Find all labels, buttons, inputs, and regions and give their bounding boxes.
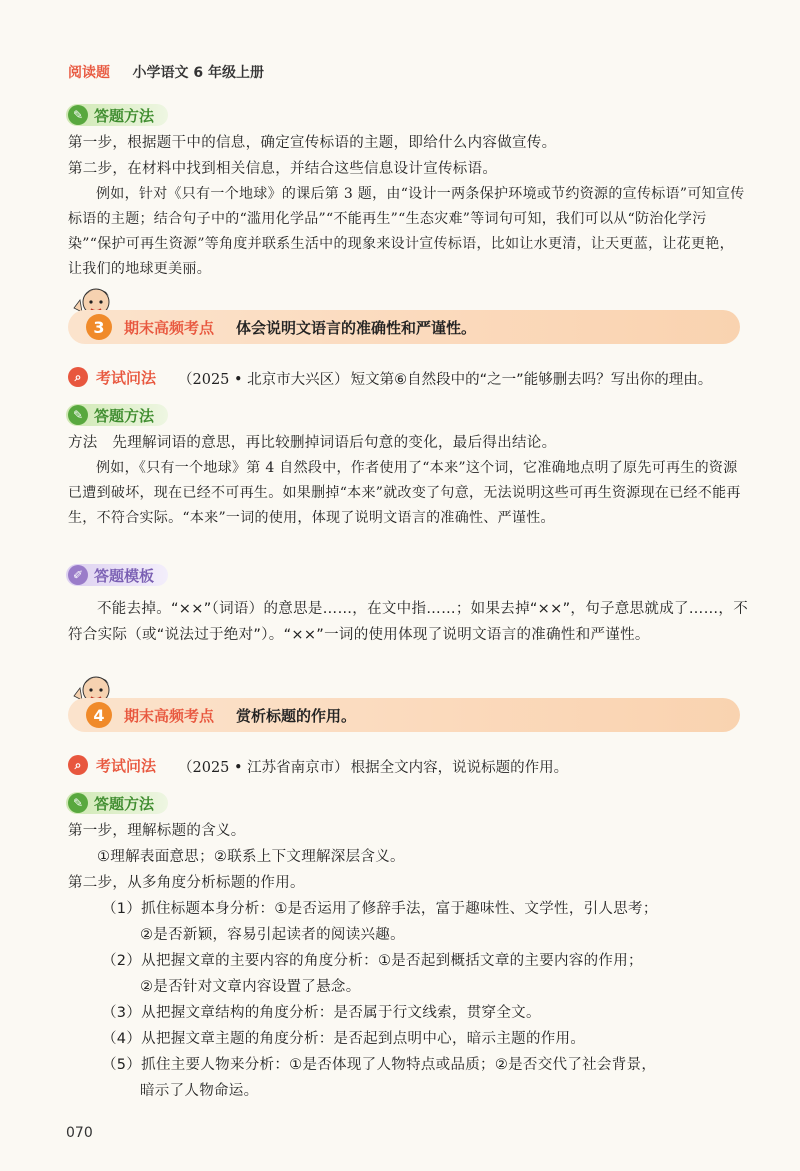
key-point-number: 3	[86, 314, 112, 340]
template-label: ✐ 答题模板	[66, 564, 168, 586]
template-text: 不能去掉。“××”（词语）的意思是……，在文中指……；如果去掉“××”，句子意思就成了……，不符合实际（或“说法过于绝对”）。“××”一词的使用体现了说明文语言的准确性和严谨性。	[68, 601, 748, 643]
magnifier-icon: ⌕	[68, 755, 88, 775]
step-line: 第二步，在材料中找到相关信息，并结合这些信息设计宣传标语。	[68, 161, 498, 177]
key-point-label: 期末高频考点	[124, 707, 215, 725]
question-text: 短文第⑥自然段中的“之一”能够删去吗？写出你的理由。	[350, 372, 713, 388]
list-item: （5）抓住主要人物来分析：①是否体现了人物特点或品质；②是否交代了社会背景， 暗示了人物命运。	[102, 1057, 657, 1099]
header-book-title: 小学语文 6 年级上册	[132, 65, 264, 81]
list-item: （4）从把握文章主题的角度分析：是否起到点明中心，暗示主题的作用。	[102, 1031, 586, 1047]
list-item: （3）从把握文章结构的角度分析：是否属于行文线索，贯穿全文。	[102, 1005, 541, 1021]
key-point-label: 期末高频考点	[124, 319, 215, 337]
step-line: 第二步，从多角度分析标题的作用。	[68, 875, 305, 891]
method-text: 方法 先理解词语的意思，再比较删掉词语后句意的变化，最后得出结论。	[68, 435, 557, 451]
example-paragraph: 例如，《只有一个地球》第 4 自然段中，作者使用了“本来”这个词，它准确地点明了原先可再生的资源已遭到破坏，现在已经不可再生。如果删掉“本来”就改变了句意，无法说明这些可再生资源现在已经不能再生，不符合实际。“本来”一词的使用，体现了说明文语言的准确性、严谨性。	[68, 460, 741, 526]
example-paragraph: 例如，针对《只有一个地球》的课后第 3 题，由“设计一两条保护环境或节约资源的宣传标语”可知宣传标语的主题；结合句子中的“滥用化学品”“不能再生”“生态灾难”等词句可知，我们可以从“防治化学污染”“保护可再生资源”等角度并联系生活中的现象来设计宣传标语，比如让水更清，让天更蓝，让花更艳，让我们的地球更美丽。	[68, 186, 745, 277]
method-label: ✎ 答题方法	[66, 792, 168, 814]
wrench-icon: ✎	[68, 793, 88, 813]
method-steps	[68, 130, 748, 182]
step-sub-line: ①理解表面意思；②联系上下文理解深层含义。	[97, 849, 405, 865]
list-item: （1）抓住标题本身分析：①是否运用了修辞手法，富于趣味性、文学性，引人思考； ②是否新颖，容易引起读者的阅读兴趣。	[102, 901, 658, 943]
key-point-topic: 体会说明文语言的准确性和严谨性。	[236, 319, 477, 337]
question-source: （2025 • 北京市大兴区）	[178, 372, 349, 388]
magnifier-icon: ⌕	[68, 367, 88, 387]
header-tag: 阅读题	[68, 65, 110, 81]
key-point-band	[68, 698, 740, 732]
key-point-topic: 赏析标题的作用。	[236, 707, 357, 725]
running-header	[68, 62, 264, 82]
ask-question	[178, 368, 712, 389]
ask-question	[178, 756, 568, 777]
key-point-band	[68, 310, 740, 344]
pen-icon: ✐	[68, 565, 88, 585]
method-label: ✎ 答题方法	[66, 404, 168, 426]
ask-label: ⌕ 考试问法	[66, 754, 170, 776]
wrench-icon: ✎	[68, 405, 88, 425]
step-line: 第一步，根据题干中的信息，确定宣传标语的主题，即给什么内容做宣传。	[68, 135, 557, 151]
ask-label: ⌕ 考试问法	[66, 366, 170, 388]
question-text: 根据全文内容，说说标题的作用。	[350, 760, 569, 776]
question-source: （2025 • 江苏省南京市）	[178, 760, 349, 776]
list-item: （2）从把握文章的主要内容的角度分析：①是否起到概括文章的主要内容的作用； ②是否针对文章内容设置了悬念。	[102, 953, 643, 995]
wrench-icon: ✎	[68, 105, 88, 125]
step-line: 第一步，理解标题的含义。	[68, 823, 246, 839]
analysis-list	[102, 896, 752, 1104]
method-steps	[68, 818, 748, 896]
method-label: ✎ 答题方法	[66, 104, 168, 126]
page-number: 070	[66, 1125, 93, 1141]
key-point-number: 4	[86, 702, 112, 728]
